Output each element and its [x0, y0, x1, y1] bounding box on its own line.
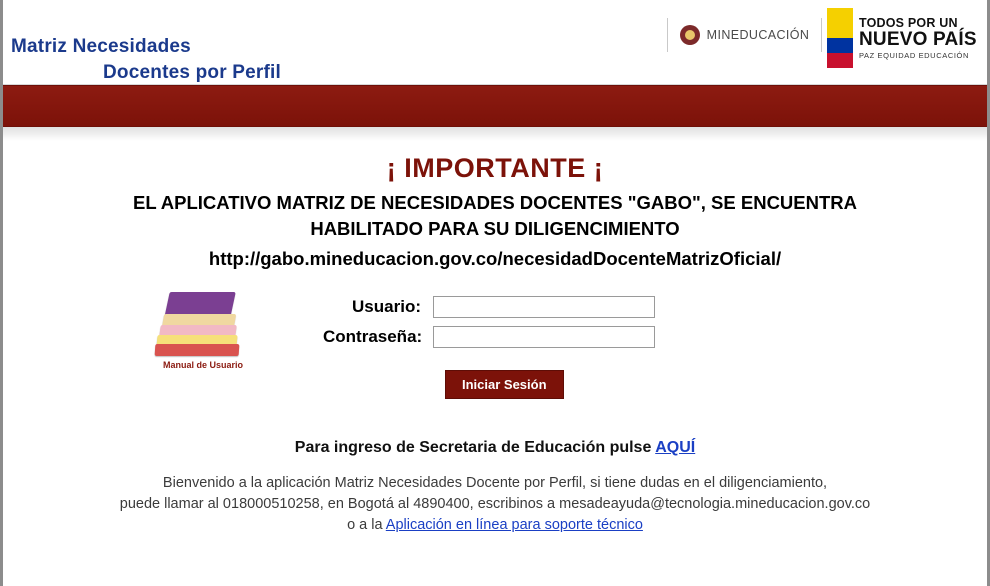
password-input[interactable]	[433, 326, 655, 348]
username-label: Usuario:	[352, 297, 421, 316]
welcome-text	[3, 473, 987, 536]
manual-caption: Manual de Usuario	[162, 360, 243, 370]
page-title-line1: Matriz Necesidades	[11, 36, 191, 57]
login-button[interactable]: Iniciar Sesión	[445, 370, 564, 399]
gov-brand-logo	[827, 8, 979, 68]
notice-line-1: EL APLICATIVO MATRIZ DE NECESIDADES DOCENTES "GABO", SE ENCUENTRA	[132, 192, 858, 213]
secretaria-line	[3, 439, 987, 457]
colombia-flag-icon	[827, 8, 853, 68]
welcome-line-3	[3, 515, 987, 536]
secretaria-text: Para ingreso de Secretaria de Educación pulse	[294, 439, 652, 456]
username-row	[323, 296, 683, 318]
page-header	[3, 0, 987, 85]
gov-brand-line2: NUEVO PAÍS	[859, 28, 977, 50]
support-email: mesadeayuda@tecnologia.mineducacion.gov.co	[559, 496, 871, 512]
welcome-line-2	[3, 494, 987, 515]
welcome-line-1: Bienvenido a la aplicación Matriz Necesidades Docente por Perfil, si tiene dudas en el diligenciamiento,	[162, 475, 828, 491]
mineducacion-seal-icon	[680, 25, 700, 45]
band-shadow	[3, 127, 987, 141]
secretaria-aqui-link[interactable]: AQUÍ	[655, 439, 696, 456]
mineducacion-logo	[667, 18, 822, 52]
login-section	[3, 292, 987, 417]
welcome-line-3-text: o a la	[347, 517, 386, 533]
mineducacion-label: MINEDUCACIÓN	[706, 28, 810, 42]
main-content	[3, 141, 987, 536]
page-footer	[3, 439, 987, 536]
gov-brand-text	[859, 8, 977, 68]
submit-row	[323, 370, 683, 399]
notice-url: http://gabo.mineducacion.gov.co/necesidadDocenteMatrizOficial/	[208, 248, 782, 269]
soporte-tecnico-link[interactable]: Aplicación en línea para soporte técnico	[385, 517, 643, 533]
welcome-line-2-text: puede llamar al 018000510258, en Bogotá al 4890400, escribinos a	[119, 496, 560, 512]
page-title	[11, 8, 281, 112]
gov-brand-line1: TODOS POR UN	[859, 15, 958, 30]
password-label: Contraseña:	[323, 327, 423, 346]
notice-line-2: HABILITADO PARA SU DILIGENCIMIENTO	[310, 218, 680, 239]
password-row	[323, 326, 683, 348]
books-stack-icon	[155, 292, 251, 358]
important-heading: ¡ IMPORTANTE ¡	[386, 153, 604, 183]
username-input[interactable]	[433, 296, 655, 318]
gov-brand-line3: PAZ EQUIDAD EDUCACIÓN	[859, 50, 969, 60]
manual-de-usuario-link[interactable]	[155, 292, 251, 378]
login-form	[323, 296, 683, 399]
page-title-line2: Docentes por Perfil	[103, 62, 282, 83]
